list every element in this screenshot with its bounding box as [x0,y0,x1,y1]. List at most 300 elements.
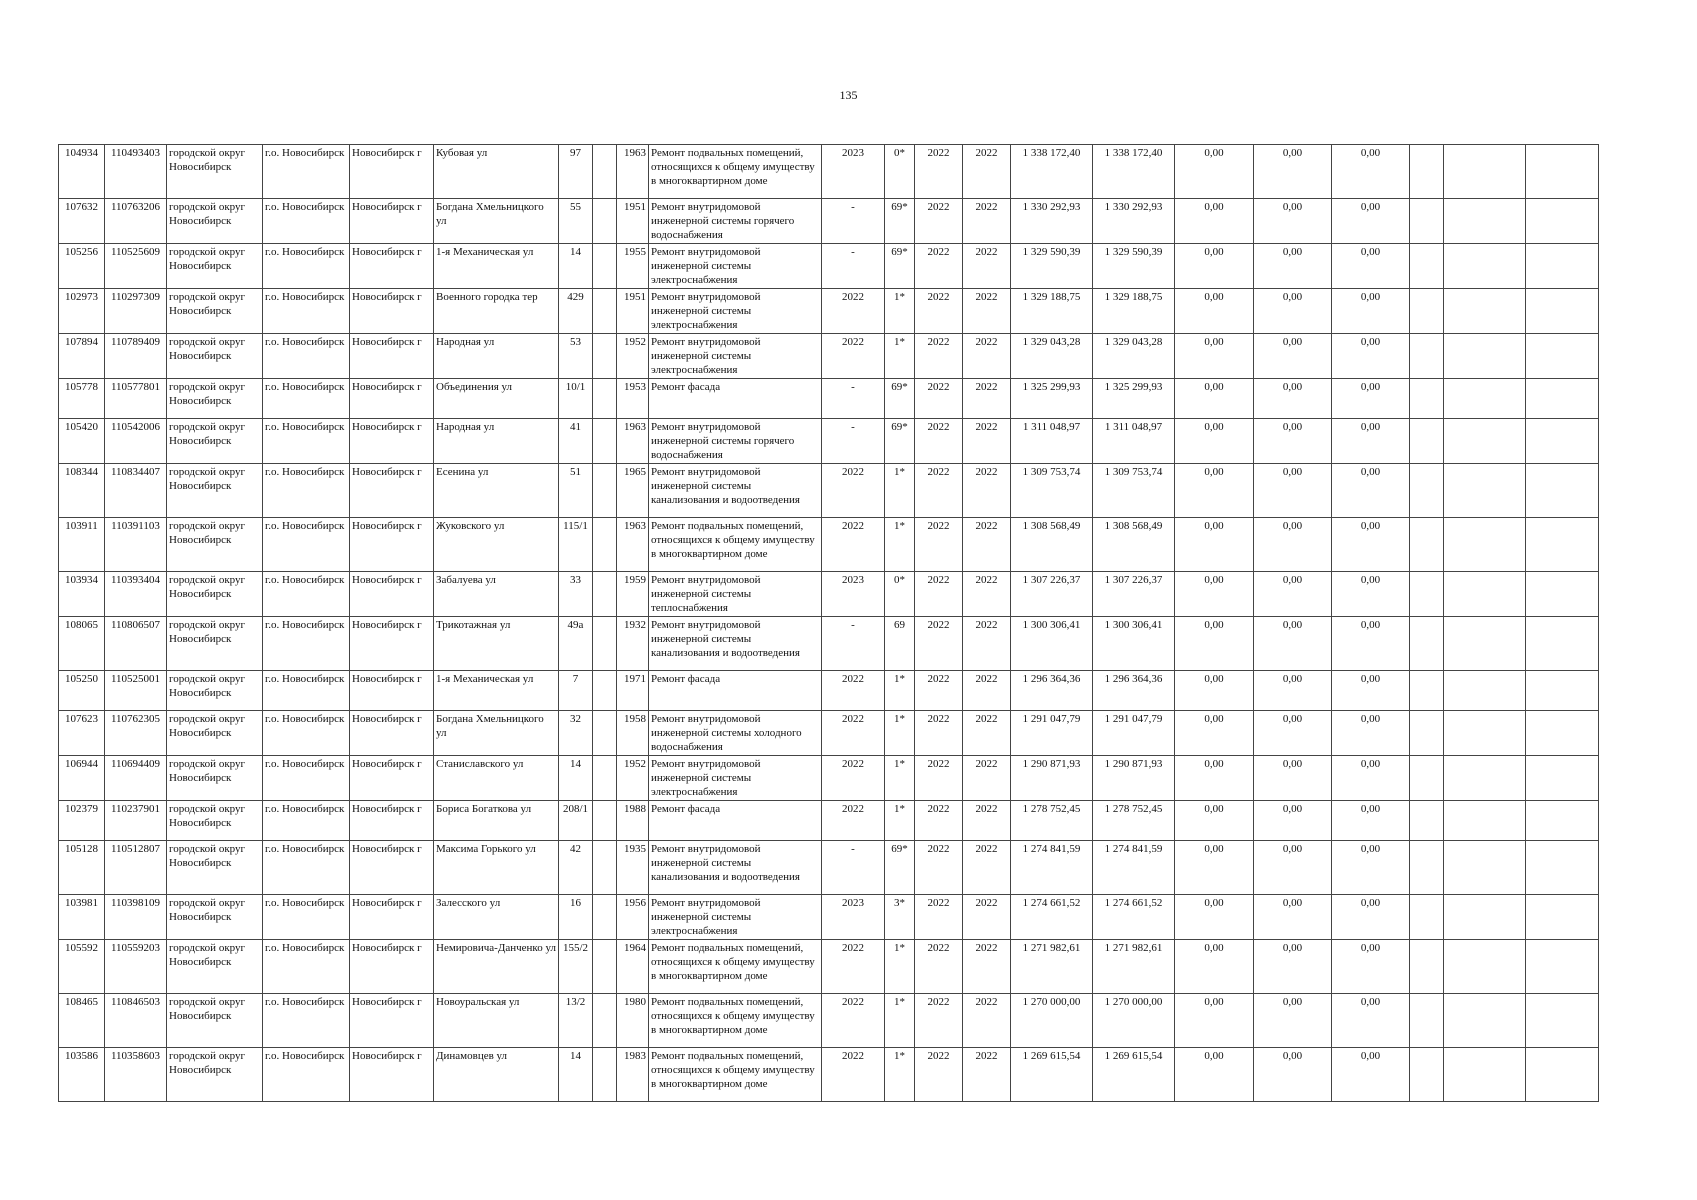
cost-federal: 0,00 [1175,841,1254,895]
table-row [59,841,1599,895]
extra-col-3 [1526,289,1599,334]
extra-col-2 [1444,756,1526,801]
work-type: Ремонт внутридомовой инженерной системы канализования и водоотведения [649,841,822,895]
extra-col-2 [1444,419,1526,464]
table-row [59,711,1599,756]
row-id: 107623 [59,711,105,756]
cost-local: 0,00 [1332,895,1410,940]
extra-col-1 [1410,244,1444,289]
city: Новосибирск г [350,289,434,334]
plan-year: 2022 [822,756,885,801]
total-cost: 1 308 568,49 [1011,518,1093,572]
cost-fund: 1 325 299,93 [1093,379,1175,419]
house-code: 110358603 [105,1048,167,1102]
extra-col-3 [1526,518,1599,572]
plan-year: 2023 [822,145,885,199]
end-year: 2022 [963,379,1011,419]
extra-col-1 [1410,572,1444,617]
extra-col-2 [1444,334,1526,379]
street: Богдана Хмельницкого ул [434,711,559,756]
start-year: 2022 [915,289,963,334]
extra-col-1 [1410,464,1444,518]
cost-local: 0,00 [1332,940,1410,994]
extra-col-1 [1410,419,1444,464]
cost-local: 0,00 [1332,617,1410,671]
extra-col-2 [1444,379,1526,419]
cost-federal: 0,00 [1175,617,1254,671]
extra-col-1 [1410,289,1444,334]
cost-regional: 0,00 [1254,145,1332,199]
street: Забалуева ул [434,572,559,617]
cost-local: 0,00 [1332,419,1410,464]
total-cost: 1 329 590,39 [1011,244,1093,289]
cost-fund: 1 269 615,54 [1093,1048,1175,1102]
work-type: Ремонт подвальных помещений, относящихся к общему имуществу в многоквартирном доме [649,940,822,994]
cost-federal: 0,00 [1175,994,1254,1048]
building [593,940,617,994]
work-type: Ремонт внутридомовой инженерной системы электроснабжения [649,895,822,940]
extra-col-2 [1444,289,1526,334]
extra-col-1 [1410,199,1444,244]
year-built: 1956 [617,895,649,940]
cost-local: 0,00 [1332,756,1410,801]
row-id: 108344 [59,464,105,518]
extra-col-2 [1444,244,1526,289]
street: Объединения ул [434,379,559,419]
plan-year: 2022 [822,334,885,379]
building [593,1048,617,1102]
plan-year: - [822,379,885,419]
house-code: 110297309 [105,289,167,334]
start-year: 2022 [915,617,963,671]
reason-code: 1* [885,940,915,994]
extra-col-3 [1526,572,1599,617]
reason-code: 1* [885,671,915,711]
start-year: 2022 [915,1048,963,1102]
reason-code: 1* [885,1048,915,1102]
start-year: 2022 [915,145,963,199]
row-id: 103911 [59,518,105,572]
start-year: 2022 [915,244,963,289]
cost-fund: 1 309 753,74 [1093,464,1175,518]
cost-federal: 0,00 [1175,895,1254,940]
reason-code: 0* [885,572,915,617]
city: Новосибирск г [350,994,434,1048]
cost-fund: 1 278 752,45 [1093,801,1175,841]
building [593,895,617,940]
cost-regional: 0,00 [1254,801,1332,841]
extra-col-1 [1410,145,1444,199]
house-code: 110542006 [105,419,167,464]
end-year: 2022 [963,756,1011,801]
end-year: 2022 [963,145,1011,199]
house-code: 110789409 [105,334,167,379]
extra-col-1 [1410,671,1444,711]
cost-regional: 0,00 [1254,464,1332,518]
cost-regional: 0,00 [1254,841,1332,895]
municipality: г.о. Новосибирск [263,334,350,379]
building [593,994,617,1048]
year-built: 1963 [617,145,649,199]
plan-year: - [822,841,885,895]
cost-federal: 0,00 [1175,145,1254,199]
extra-col-3 [1526,464,1599,518]
extra-col-2 [1444,145,1526,199]
street: Максима Горького ул [434,841,559,895]
total-cost: 1 296 364,36 [1011,671,1093,711]
municipality: г.о. Новосибирск [263,994,350,1048]
plan-year: - [822,419,885,464]
end-year: 2022 [963,419,1011,464]
total-cost: 1 291 047,79 [1011,711,1093,756]
city: Новосибирск г [350,379,434,419]
cost-regional: 0,00 [1254,895,1332,940]
street: Военного городка тер [434,289,559,334]
row-id: 105128 [59,841,105,895]
end-year: 2022 [963,199,1011,244]
end-year: 2022 [963,289,1011,334]
total-cost: 1 300 306,41 [1011,617,1093,671]
cost-local: 0,00 [1332,145,1410,199]
street: Богдана Хмельницкого ул [434,199,559,244]
total-cost: 1 307 226,37 [1011,572,1093,617]
extra-col-3 [1526,334,1599,379]
street: Есенина ул [434,464,559,518]
cost-local: 0,00 [1332,841,1410,895]
extra-col-2 [1444,940,1526,994]
district: городской округ Новосибирск [167,895,263,940]
table-row [59,572,1599,617]
district: городской округ Новосибирск [167,199,263,244]
house-code: 110577801 [105,379,167,419]
house-code: 110694409 [105,756,167,801]
total-cost: 1 325 299,93 [1011,379,1093,419]
year-built: 1988 [617,801,649,841]
plan-year: 2022 [822,940,885,994]
plan-year: 2022 [822,518,885,572]
work-type: Ремонт фасада [649,671,822,711]
municipality: г.о. Новосибирск [263,199,350,244]
street: Немировича-Данченко ул [434,940,559,994]
house-code: 110391103 [105,518,167,572]
extra-col-2 [1444,1048,1526,1102]
cost-regional: 0,00 [1254,617,1332,671]
house-number: 32 [559,711,593,756]
house-number: 429 [559,289,593,334]
cost-fund: 1 274 841,59 [1093,841,1175,895]
reason-code: 69* [885,841,915,895]
row-id: 105778 [59,379,105,419]
street: Народная ул [434,334,559,379]
reason-code: 1* [885,994,915,1048]
building [593,464,617,518]
house-number: 14 [559,756,593,801]
total-cost: 1 309 753,74 [1011,464,1093,518]
work-type: Ремонт внутридомовой инженерной системы горячего водоснабжения [649,419,822,464]
year-built: 1951 [617,199,649,244]
reason-code: 1* [885,289,915,334]
work-type: Ремонт подвальных помещений, относящихся к общему имуществу в многоквартирном доме [649,1048,822,1102]
extra-col-1 [1410,1048,1444,1102]
start-year: 2022 [915,711,963,756]
city: Новосибирск г [350,572,434,617]
extra-col-2 [1444,994,1526,1048]
house-number: 42 [559,841,593,895]
year-built: 1932 [617,617,649,671]
extra-col-1 [1410,334,1444,379]
district: городской округ Новосибирск [167,994,263,1048]
start-year: 2022 [915,572,963,617]
work-type: Ремонт внутридомовой инженерной системы горячего водоснабжения [649,199,822,244]
cost-federal: 0,00 [1175,244,1254,289]
district: городской округ Новосибирск [167,244,263,289]
cost-federal: 0,00 [1175,756,1254,801]
municipality: г.о. Новосибирск [263,244,350,289]
house-code: 110512807 [105,841,167,895]
row-id: 105256 [59,244,105,289]
start-year: 2022 [915,464,963,518]
work-type: Ремонт подвальных помещений, относящихся к общему имуществу в многоквартирном доме [649,518,822,572]
cost-regional: 0,00 [1254,940,1332,994]
street: Залесского ул [434,895,559,940]
cost-regional: 0,00 [1254,334,1332,379]
district: городской округ Новосибирск [167,464,263,518]
city: Новосибирск г [350,671,434,711]
row-id: 108465 [59,994,105,1048]
cost-regional: 0,00 [1254,671,1332,711]
district: городской округ Новосибирск [167,334,263,379]
work-type: Ремонт внутридомовой инженерной системы канализования и водоотведения [649,617,822,671]
street: Жуковского ул [434,518,559,572]
reason-code: 69* [885,379,915,419]
house-number: 208/1 [559,801,593,841]
cost-fund: 1 329 188,75 [1093,289,1175,334]
start-year: 2022 [915,334,963,379]
cost-regional: 0,00 [1254,572,1332,617]
end-year: 2022 [963,1048,1011,1102]
house-code: 110493403 [105,145,167,199]
city: Новосибирск г [350,801,434,841]
cost-local: 0,00 [1332,671,1410,711]
reason-code: 3* [885,895,915,940]
municipality: г.о. Новосибирск [263,617,350,671]
cost-local: 0,00 [1332,464,1410,518]
extra-col-1 [1410,841,1444,895]
building [593,244,617,289]
city: Новосибирск г [350,940,434,994]
extra-col-2 [1444,518,1526,572]
extra-col-2 [1444,841,1526,895]
house-code: 110763206 [105,199,167,244]
municipality: г.о. Новосибирск [263,671,350,711]
house-number: 97 [559,145,593,199]
cost-local: 0,00 [1332,289,1410,334]
house-number: 53 [559,334,593,379]
cost-fund: 1 271 982,61 [1093,940,1175,994]
cost-local: 0,00 [1332,244,1410,289]
reason-code: 69* [885,244,915,289]
end-year: 2022 [963,572,1011,617]
house-code: 110806507 [105,617,167,671]
city: Новосибирск г [350,199,434,244]
cost-fund: 1 338 172,40 [1093,145,1175,199]
municipality: г.о. Новосибирск [263,711,350,756]
extra-col-1 [1410,801,1444,841]
street: Трикотажная ул [434,617,559,671]
plan-year: - [822,617,885,671]
city: Новосибирск г [350,518,434,572]
extra-col-2 [1444,199,1526,244]
house-code: 110559203 [105,940,167,994]
cost-regional: 0,00 [1254,518,1332,572]
house-number: 41 [559,419,593,464]
end-year: 2022 [963,994,1011,1048]
table-row [59,994,1599,1048]
house-number: 49а [559,617,593,671]
table-row [59,379,1599,419]
municipality: г.о. Новосибирск [263,518,350,572]
district: городской округ Новосибирск [167,379,263,419]
extra-col-3 [1526,841,1599,895]
street: Кубовая ул [434,145,559,199]
table-row [59,334,1599,379]
cost-regional: 0,00 [1254,379,1332,419]
row-id: 107632 [59,199,105,244]
year-built: 1964 [617,940,649,994]
district: городской округ Новосибирск [167,419,263,464]
row-id: 107894 [59,334,105,379]
building [593,379,617,419]
work-type: Ремонт фасада [649,379,822,419]
reason-code: 1* [885,334,915,379]
district: городской округ Новосибирск [167,617,263,671]
street: Станиславского ул [434,756,559,801]
cost-regional: 0,00 [1254,711,1332,756]
extra-col-1 [1410,994,1444,1048]
extra-col-3 [1526,756,1599,801]
extra-col-1 [1410,940,1444,994]
extra-col-3 [1526,199,1599,244]
reason-code: 1* [885,711,915,756]
municipality: г.о. Новосибирск [263,289,350,334]
building [593,711,617,756]
table-row [59,756,1599,801]
plan-year: - [822,199,885,244]
house-number: 55 [559,199,593,244]
house-number: 33 [559,572,593,617]
building [593,518,617,572]
cost-regional: 0,00 [1254,419,1332,464]
cost-local: 0,00 [1332,572,1410,617]
house-number: 51 [559,464,593,518]
extra-col-2 [1444,671,1526,711]
start-year: 2022 [915,199,963,244]
cost-federal: 0,00 [1175,711,1254,756]
municipality: г.о. Новосибирск [263,756,350,801]
row-id: 102379 [59,801,105,841]
cost-federal: 0,00 [1175,289,1254,334]
extra-col-3 [1526,145,1599,199]
cost-federal: 0,00 [1175,801,1254,841]
extra-col-1 [1410,895,1444,940]
cost-fund: 1 300 306,41 [1093,617,1175,671]
extra-col-3 [1526,711,1599,756]
reason-code: 69* [885,199,915,244]
municipality: г.о. Новосибирск [263,841,350,895]
district: городской округ Новосибирск [167,289,263,334]
table-row [59,801,1599,841]
table-row [59,895,1599,940]
extra-col-3 [1526,994,1599,1048]
extra-col-1 [1410,756,1444,801]
house-number: 10/1 [559,379,593,419]
municipality: г.о. Новосибирск [263,940,350,994]
table-row [59,464,1599,518]
extra-col-2 [1444,711,1526,756]
cost-regional: 0,00 [1254,756,1332,801]
cost-fund: 1 308 568,49 [1093,518,1175,572]
table-row [59,671,1599,711]
end-year: 2022 [963,464,1011,518]
district: городской округ Новосибирск [167,145,263,199]
extra-col-2 [1444,895,1526,940]
reason-code: 69* [885,419,915,464]
cost-regional: 0,00 [1254,1048,1332,1102]
building [593,334,617,379]
city: Новосибирск г [350,244,434,289]
page-number: 135 [839,88,858,102]
city: Новосибирск г [350,334,434,379]
plan-year: 2022 [822,464,885,518]
work-type: Ремонт внутридомовой инженерной системы канализования и водоотведения [649,464,822,518]
cost-fund: 1 270 000,00 [1093,994,1175,1048]
house-code: 110398109 [105,895,167,940]
total-cost: 1 278 752,45 [1011,801,1093,841]
building [593,801,617,841]
start-year: 2022 [915,518,963,572]
repair-registry-table [58,144,1599,1102]
municipality: г.о. Новосибирск [263,379,350,419]
municipality: г.о. Новосибирск [263,464,350,518]
year-built: 1983 [617,1048,649,1102]
cost-local: 0,00 [1332,711,1410,756]
city: Новосибирск г [350,756,434,801]
municipality: г.о. Новосибирск [263,895,350,940]
house-code: 110762305 [105,711,167,756]
row-id: 103981 [59,895,105,940]
start-year: 2022 [915,419,963,464]
cost-local: 0,00 [1332,994,1410,1048]
cost-regional: 0,00 [1254,199,1332,244]
extra-col-3 [1526,244,1599,289]
year-built: 1935 [617,841,649,895]
building [593,419,617,464]
cost-local: 0,00 [1332,518,1410,572]
city: Новосибирск г [350,1048,434,1102]
cost-federal: 0,00 [1175,518,1254,572]
cost-federal: 0,00 [1175,464,1254,518]
plan-year: 2022 [822,1048,885,1102]
plan-year: 2023 [822,572,885,617]
cost-fund: 1 291 047,79 [1093,711,1175,756]
extra-col-3 [1526,895,1599,940]
start-year: 2022 [915,379,963,419]
municipality: г.о. Новосибирск [263,419,350,464]
house-code: 110237901 [105,801,167,841]
extra-col-3 [1526,940,1599,994]
city: Новосибирск г [350,841,434,895]
city: Новосибирск г [350,145,434,199]
